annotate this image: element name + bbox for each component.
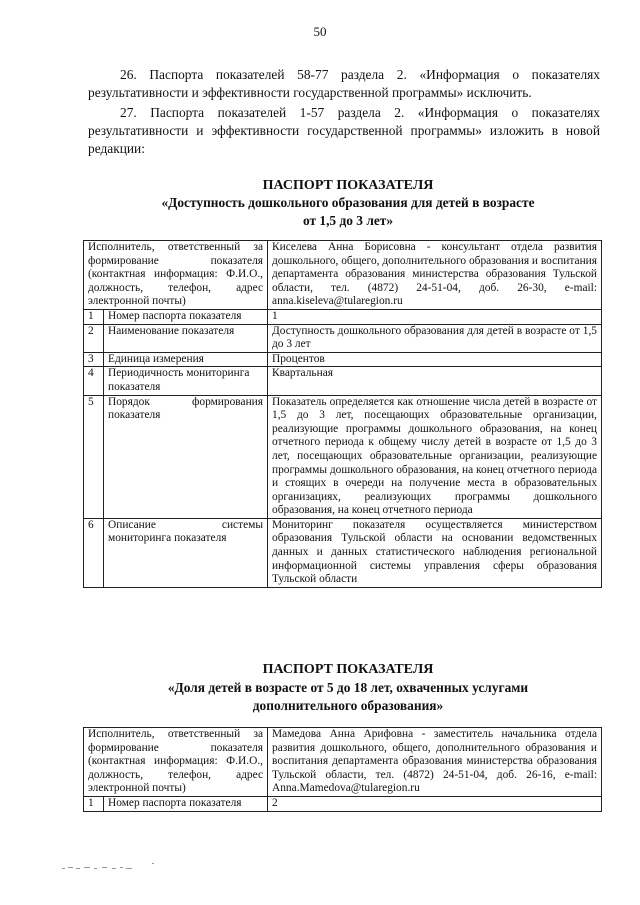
passport-2-heading: ПАСПОРТ ПОКАЗАТЕЛЯ xyxy=(262,662,434,677)
passport-2-title-line-2: дополнительного образования» xyxy=(252,698,444,713)
passport-2-table xyxy=(83,727,602,812)
paragraph-27 xyxy=(88,104,600,158)
table-row xyxy=(84,518,602,587)
row-number: 1 xyxy=(84,796,104,811)
passport-2-title-line-1: «Доля детей в возрасте от 5 до 18 лет, охваченных услугами xyxy=(167,680,529,695)
row-value: Квартальная xyxy=(268,367,602,395)
row-value: 1 xyxy=(268,309,602,324)
row-value: Процентов xyxy=(268,352,602,367)
table-row xyxy=(84,352,602,367)
passport-1-title-line-1: «Доступность дошкольного образования для детей в возрасте xyxy=(161,195,535,210)
row-value: Показатель определяется как отношение числа детей в возрасте от 1,5 до 3 лет, посещающих образовательные организации, реализующие программы дошкольного образования, на конец отчетного периода к общему числу детей в возрасте от 1,5 до 3 лет, посещающих образовательные организации, реализующие программы дошкольного образования, на конец отчетного периода и стоящих в очереди на получение места в образовательных организациях, реализующих программы дошкольного образования, на конец отчетного периода xyxy=(268,395,602,518)
table-row xyxy=(84,309,602,324)
row-number: 5 xyxy=(84,395,104,518)
executor-value: Киселева Анна Борисовна - консультант отдела развития дошкольного, общего, дополнительного образования и воспитания департамента образования министерства образования Тульской области, тел. (4872) 24-51-04, доб. 26-30, e-mail: anna.kiseleva@tularegion.ru xyxy=(268,241,602,310)
table-row xyxy=(84,367,602,395)
row-number: 3 xyxy=(84,352,104,367)
scan-artifact xyxy=(60,860,180,874)
row-label: Единица измерения xyxy=(104,352,268,367)
row-number: 6 xyxy=(84,518,104,587)
row-number: 4 xyxy=(84,367,104,395)
row-value: Доступность дошкольного образования для детей в возрасте от 1,5 до 3 лет xyxy=(268,324,602,352)
row-value: Мониторинг показателя осуществляется министерством образования Тульской области на основании ведомственных данных и данных статистического наблюдения региональной информационной системы управления сферы образования Тульской области xyxy=(268,518,602,587)
page-number: 50 xyxy=(313,24,327,39)
table-row xyxy=(84,241,602,310)
table-row xyxy=(84,395,602,518)
executor-value: Мамедова Анна Арифовна - заместитель начальника отдела развития дошкольного, общего, дополнительного образования и воспитания департамента образования министерства образования Тульской области, тел. (4872) 24-51-04, доб. 26-16, e-mail: Anna.Mamedova@tularegion.ru xyxy=(268,728,602,797)
paragraph-26 xyxy=(88,66,600,102)
row-label: Наименование показателя xyxy=(104,324,268,352)
table-row xyxy=(84,796,602,811)
row-label: Номер паспорта показателя xyxy=(104,796,268,811)
passport-1-table xyxy=(83,240,602,588)
row-label: Описание системы мониторинга показателя xyxy=(104,518,268,587)
passport-1-heading: ПАСПОРТ ПОКАЗАТЕЛЯ xyxy=(262,178,434,193)
executor-label: Исполнитель, ответственный за формирование показателя (контактная информация: Ф.И.О., должность, телефон, адрес электронной почты) xyxy=(84,728,268,797)
paragraph-27-text: 27. Паспорта показателей 1-57 раздела 2. «Информация о показателях результативности и эффективности государственной программы» изложить в новой редакции: xyxy=(88,105,600,156)
table-row xyxy=(84,728,602,797)
row-number: 1 xyxy=(84,309,104,324)
row-label: Порядок формирования показателя xyxy=(104,395,268,518)
row-label: Периодичность мониторинга показателя xyxy=(104,367,268,395)
row-number: 2 xyxy=(84,324,104,352)
paragraph-26-text: 26. Паспорта показателей 58-77 раздела 2. «Информация о показателях результативности и эффективности государственной программы» исключить. xyxy=(88,67,600,100)
executor-label: Исполнитель, ответственный за формирование показателя (контактная информация: Ф.И.О., должность, телефон, адрес электронной почты) xyxy=(84,241,268,310)
table-row xyxy=(84,324,602,352)
row-label: Номер паспорта показателя xyxy=(104,309,268,324)
row-value: 2 xyxy=(268,796,602,811)
passport-1-title-line-2: от 1,5 до 3 лет» xyxy=(302,213,394,228)
